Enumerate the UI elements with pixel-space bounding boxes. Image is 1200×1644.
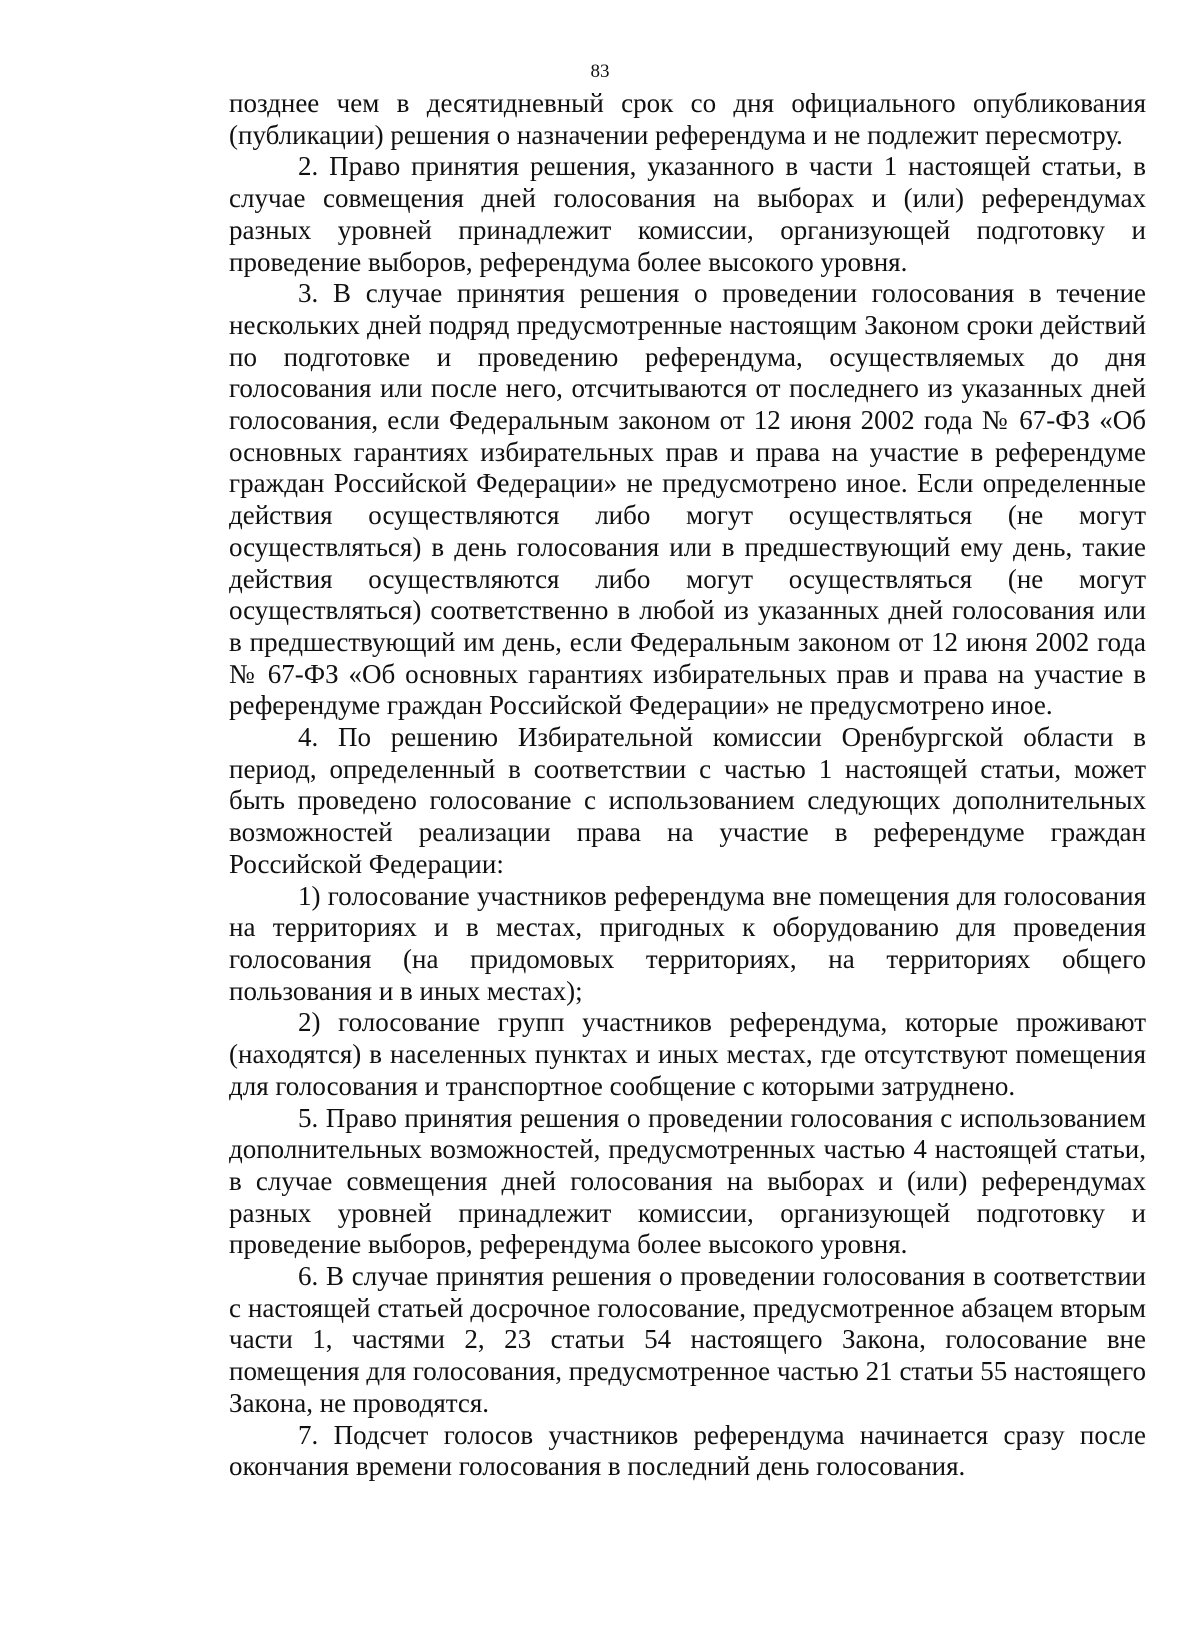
paragraph-part-4: 4. По решению Избирательной комиссии Оренбургской области в период, определенный в соответствии с частью 1 настоящей статьи, может быть проведено голосование с использованием следующих дополнительных возможностей реализации права на участие в референдуме граждан Российской Федерации: [229, 722, 1146, 879]
paragraph-part-5: 5. Право принятия решения о проведении голосования с использованием дополнительных возможностей, предусмотренных частью 4 настоящей статьи, в случае совмещения дней голосования на выборах и (или) референдумах разных уровней принадлежит комиссии, организующей подготовку и проведение выборов, референдума более высокого уровня. [229, 1102, 1146, 1260]
paragraph-continuation: позднее чем в десятидневный срок со дня официального опубликования (публикации) решения о назначении референдума и не подлежит пересмотру. [229, 88, 1146, 150]
paragraph-part-2: 2. Право принятия решения, указанного в части 1 настоящей статьи, в случае совмещения дней голосования на выборах и (или) референдумах разных уровней принадлежит комиссии, организующей подготовку и проведение выборов, референдума более высокого уровня. [229, 151, 1146, 277]
paragraph-item-1: 1) голосование участников референдума вне помещения для голосования на территориях и в местах, пригодных к оборудованию для проведения голосования (на придомовых территориях, на территориях общего пользования и в иных местах); [229, 880, 1146, 1006]
paragraph-part-6: 6. В случае принятия решения о проведении голосования в соответствии с настоящей статьей досрочное голосование, предусмотренное абзацем вторым части 1, частями 2, 23 статьи 54 настоящего Закона, голосование вне помещения для голосования, предусмотренное частью 21 статьи 55 настоящего Закона, не проводятся. [229, 1261, 1146, 1418]
page-number: 83 [590, 61, 610, 82]
document-body [229, 88, 1146, 1483]
paragraph-part-3: 3. В случае принятия решения о проведении голосования в течение нескольких дней подряд предусмотренные настоящим Законом сроки действий по подготовке и проведению референдума, осуществляемых до дня голосования или после него, отсчитываются от последнего из указанных дней голосования, если Федеральным законом от 12 июня 2002 года № 67-ФЗ «Об основных гарантиях избирательных прав и права на участие в референдуме граждан Российской Федерации» не предусмотрено иное. Если определенные действия осуществляются либо могут осуществляться (не могут осуществляться) в день голосования или в предшествующий ему день, такие действия осуществляются либо могут осуществляться (не могут осуществляться) соответственно в любой из указанных дней голосования или в предшествующий им день, если Федеральным законом от 12 июня 2002 года № 67-ФЗ «Об основных гарантиях избирательных прав и права на участие в референдуме граждан Российской Федерации» не предусмотрено иное. [229, 278, 1146, 721]
paragraph-item-2: 2) голосование групп участников референдума, которые проживают (находятся) в населенных пунктах и иных местах, где отсутствуют помещения для голосования и транспортное сообщение с которыми затруднено. [229, 1007, 1146, 1101]
paragraph-part-7: 7. Подсчет голосов участников референдума начинается сразу после окончания времени голосования в последний день голосования. [229, 1419, 1146, 1482]
